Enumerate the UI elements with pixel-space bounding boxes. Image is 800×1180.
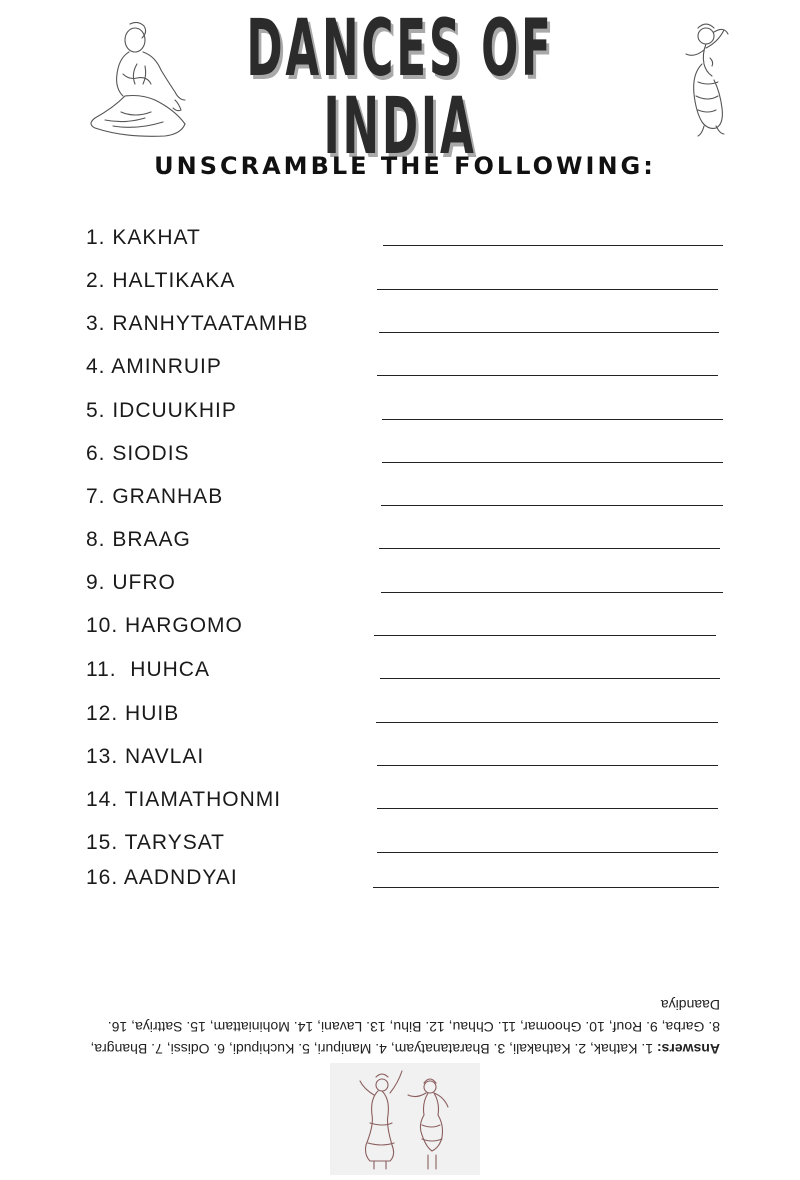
answer-blank[interactable] — [382, 419, 723, 420]
scrambled-word: 7. GRANHAB — [86, 485, 224, 508]
answer-blank[interactable] — [381, 592, 723, 593]
scrambled-word: 15. TARYSAT — [86, 831, 225, 854]
answer-blank[interactable] — [377, 375, 718, 376]
scrambled-word: 3. RANHYTAATAMHB — [86, 312, 309, 335]
answer-blank[interactable] — [380, 678, 720, 679]
scrambled-word: 14. TIAMATHONMI — [86, 788, 282, 811]
answer-blank[interactable] — [373, 887, 719, 888]
answer-blank[interactable] — [379, 548, 720, 549]
dancing-couple-illustration — [330, 1063, 480, 1175]
answer-blank[interactable] — [383, 245, 723, 246]
answer-key-label: Answers: — [656, 1041, 720, 1057]
scrambled-word: 6. SIODIS — [86, 442, 190, 465]
answer-blank[interactable] — [382, 462, 723, 463]
page-subtitle: UNSCRAMBLE THE FOLLOWING: — [154, 152, 656, 180]
dancer-illustration-right — [676, 22, 736, 140]
answer-key-text: 1. Kathak, 2. Kathakali, 3. Bharatanatyam, 4. Manipuri, 5. Kuchipudi, 6. Odissi, 7. Bhangra, 8. Garba, 9. Rouf, 10. Ghoomar, 11. Chhau, 12. Bihu, 13. Lavani, 14. Mohiniattam, 15. Sattriya, 16. Daandiya — [90, 997, 720, 1057]
scrambled-word: 1. KAKHAT — [86, 226, 201, 249]
scrambled-word: 16. AADNDYAI — [86, 866, 238, 889]
scrambled-word: 9. UFRO — [86, 571, 176, 594]
scrambled-word: 2. HALTIKAKA — [86, 269, 236, 292]
scrambled-word: 5. IDCUUKHIP — [86, 399, 237, 422]
answer-key — [80, 994, 720, 1060]
page-title: DANCES OF INDIA — [246, 4, 554, 172]
scrambled-word: 13. NAVLAI — [86, 745, 205, 768]
scrambled-word: 12. HUIB — [86, 702, 180, 725]
answer-blank[interactable] — [379, 332, 719, 333]
answer-blank[interactable] — [377, 289, 718, 290]
scrambled-word: 10. HARGOMO — [86, 614, 243, 637]
answer-blank[interactable] — [374, 635, 716, 636]
answer-blank[interactable] — [376, 722, 718, 723]
scrambled-word: 4. AMINRUIP — [86, 355, 222, 378]
answer-blank[interactable] — [381, 505, 723, 506]
answer-blank[interactable] — [377, 808, 718, 809]
scrambled-word: 11. HUHCA — [86, 658, 210, 681]
answer-blank[interactable] — [377, 852, 718, 853]
dancing-couple-icon — [330, 1063, 480, 1175]
scrambled-word: 8. BRAAG — [86, 528, 191, 551]
answer-blank[interactable] — [377, 765, 718, 766]
